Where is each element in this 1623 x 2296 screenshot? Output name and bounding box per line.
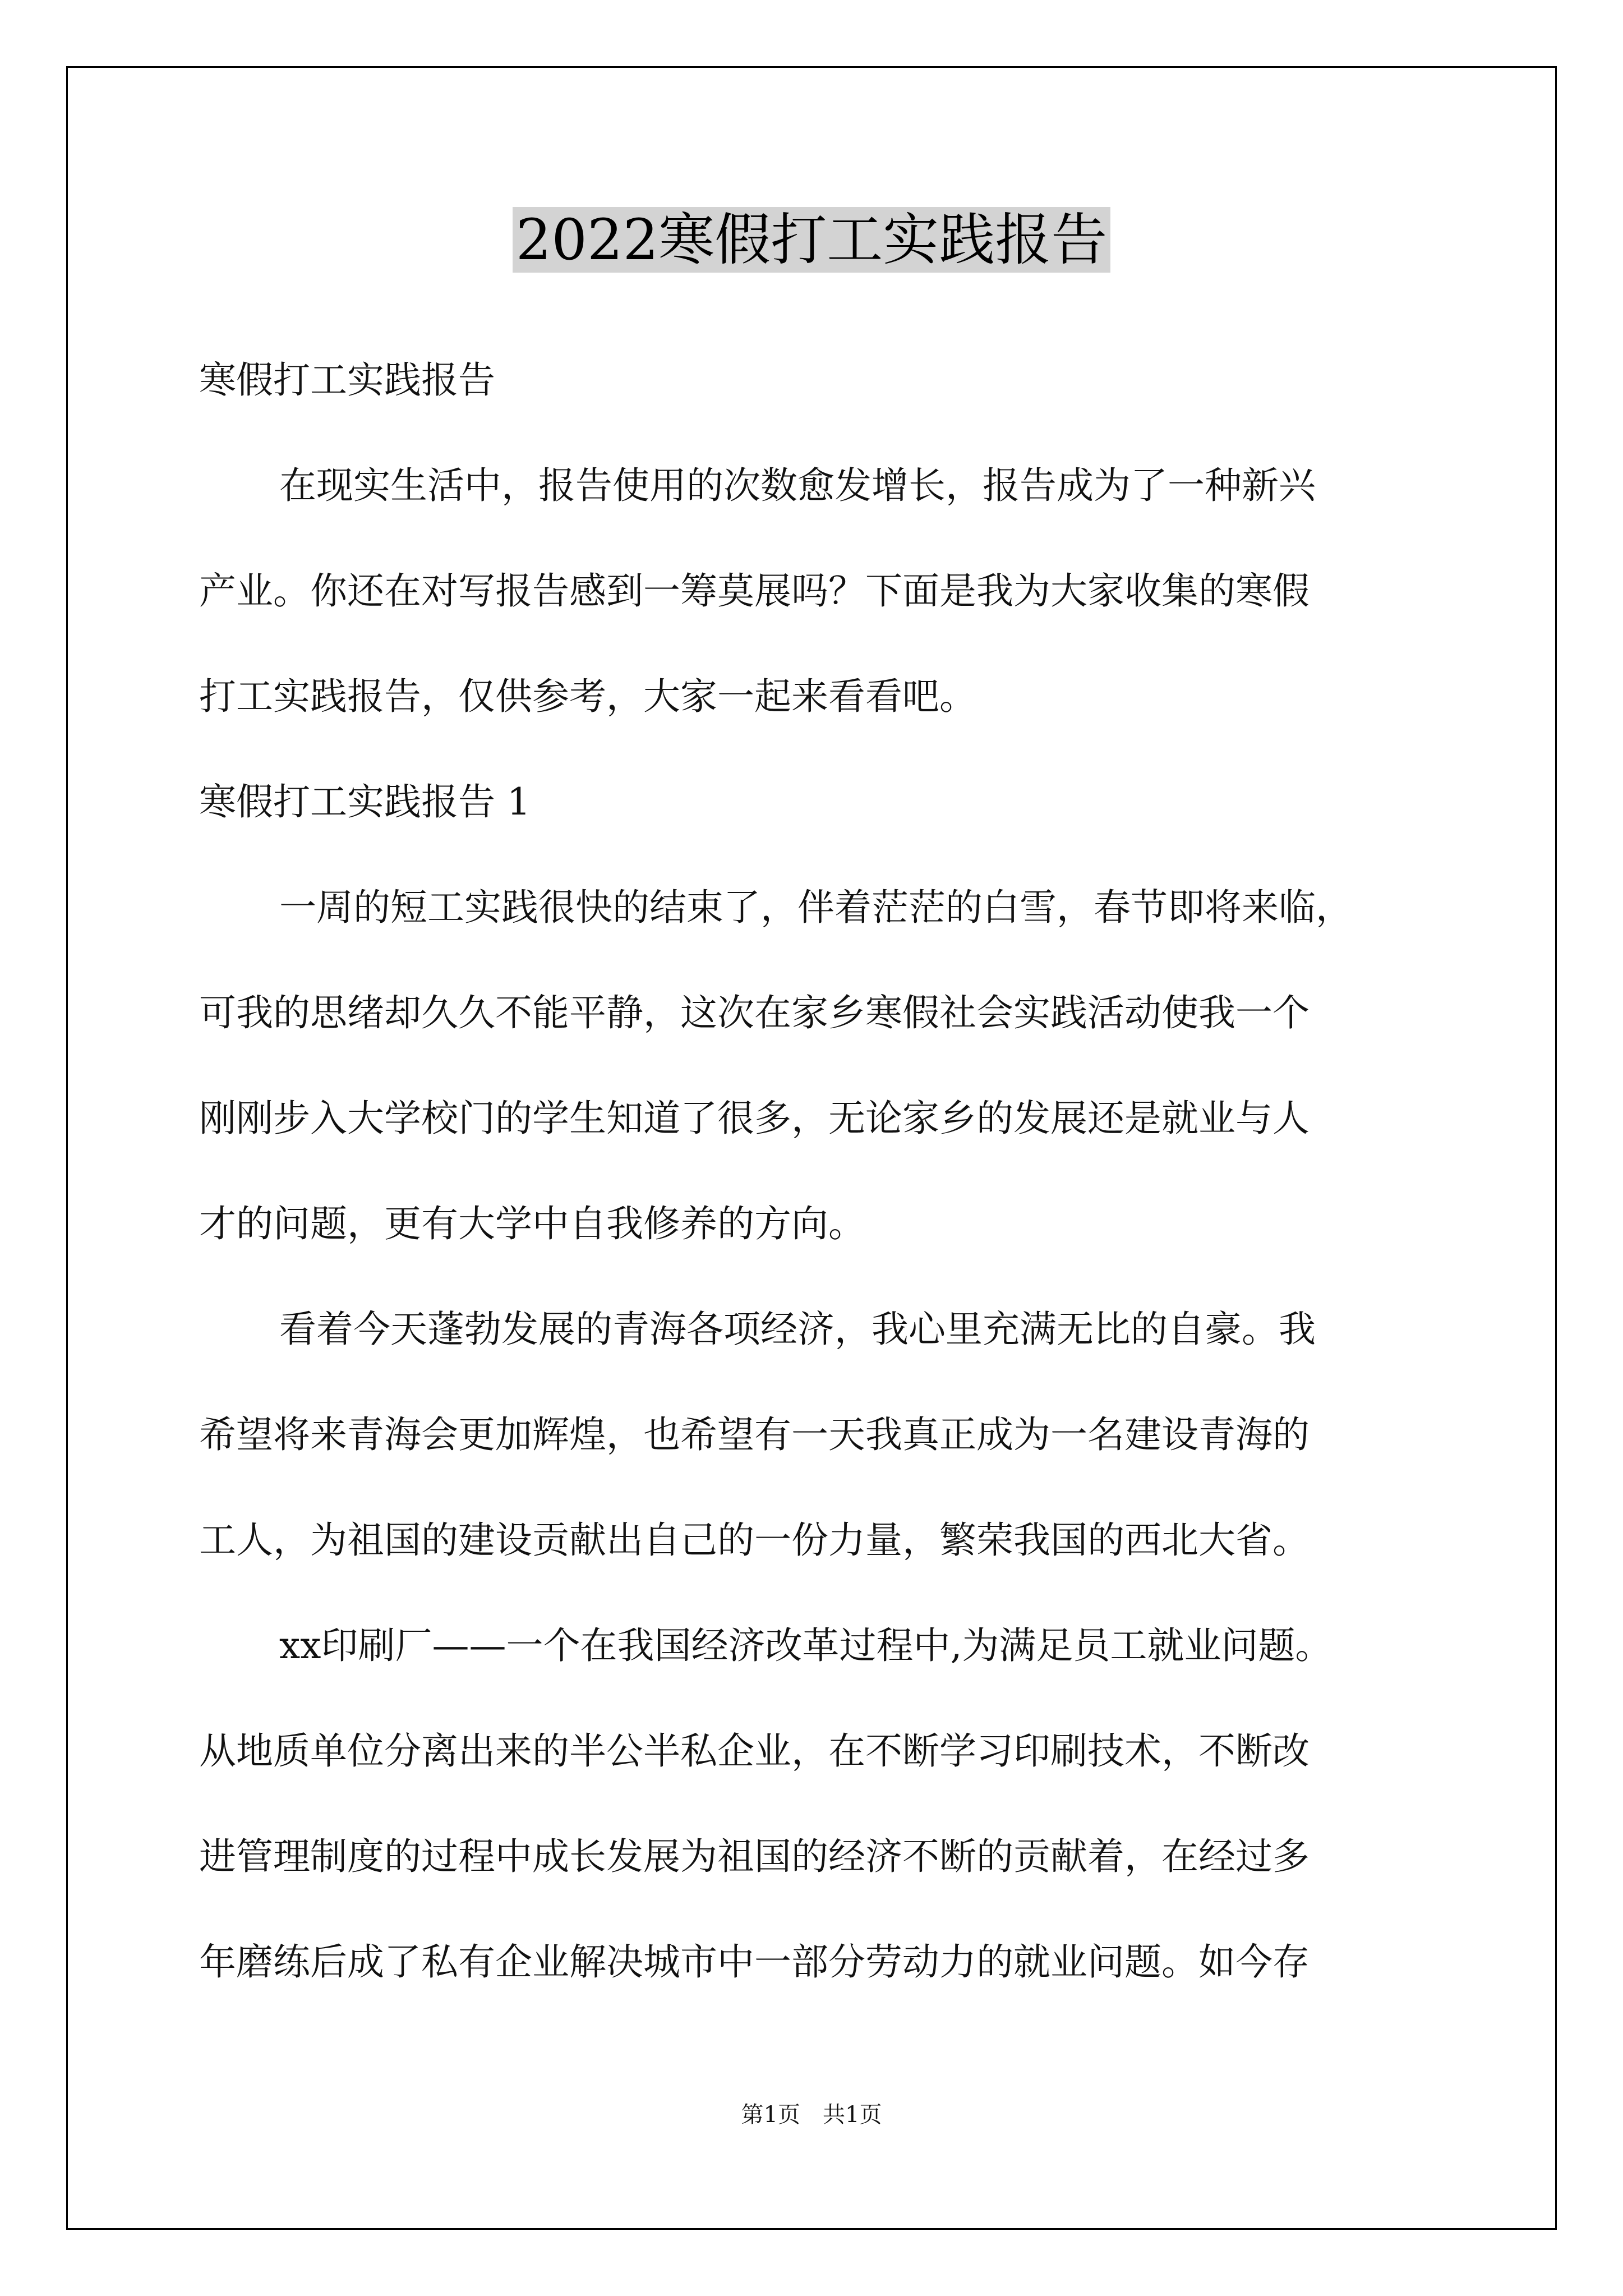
document-title-text: 2022寒假打工实践报告 — [513, 207, 1111, 273]
paragraph-line: 可我的思绪却久久不能平静，这次在家乡寒假社会实践活动使我一个 — [199, 991, 1310, 1034]
section-heading: 寒假打工实践报告 1 — [199, 780, 531, 823]
paragraph-line: 年磨练后成了私有企业解决城市中一部分劳动力的就业问题。如今存 — [199, 1940, 1310, 1984]
paragraph-line: 产业。你还在对写报告感到一筹莫展吗？下面是我为大家收集的寒假 — [199, 569, 1310, 613]
paragraph-line: 进管理制度的过程中成长发展为祖国的经济不断的贡献着，在经过多 — [199, 1835, 1310, 1878]
paragraph-line: 才的问题，更有大学中自我修养的方向。 — [199, 1202, 865, 1245]
paragraph-line: 工人，为祖国的建设贡献出自己的一份力量，繁荣我国的西北大省。 — [199, 1519, 1310, 1562]
paragraph-line: 打工实践报告，仅供参考，大家一起来看看吧。 — [199, 675, 976, 718]
paragraph-line: 在现实生活中，报告使用的次数愈发增长，报告成为了一种新兴 — [279, 464, 1316, 507]
page-footer: 第1页 共1页 — [741, 2102, 882, 2128]
paragraph-line: xx印刷厂——一个在我国经济改革过程中,为满足员工就业问题。 — [279, 1624, 1332, 1667]
paragraph-line: 一周的短工实践很快的结束了，伴着茫茫的白雪，春节即将来临， — [279, 886, 1353, 929]
paragraph-line: 希望将来青海会更加辉煌，也希望有一天我真正成为一名建设青海的 — [199, 1413, 1310, 1456]
document-title — [0, 201, 1623, 279]
paragraph-line: 刚刚步入大学校门的学生知道了很多，无论家乡的发展还是就业与人 — [199, 1097, 1310, 1140]
subtitle: 寒假打工实践报告 — [199, 358, 495, 402]
paragraph-line: 看着今天蓬勃发展的青海各项经济，我心里充满无比的自豪。我 — [279, 1308, 1316, 1351]
paragraph-line: 从地质单位分离出来的半公半私企业，在不断学习印刷技术，不断改 — [199, 1729, 1310, 1773]
